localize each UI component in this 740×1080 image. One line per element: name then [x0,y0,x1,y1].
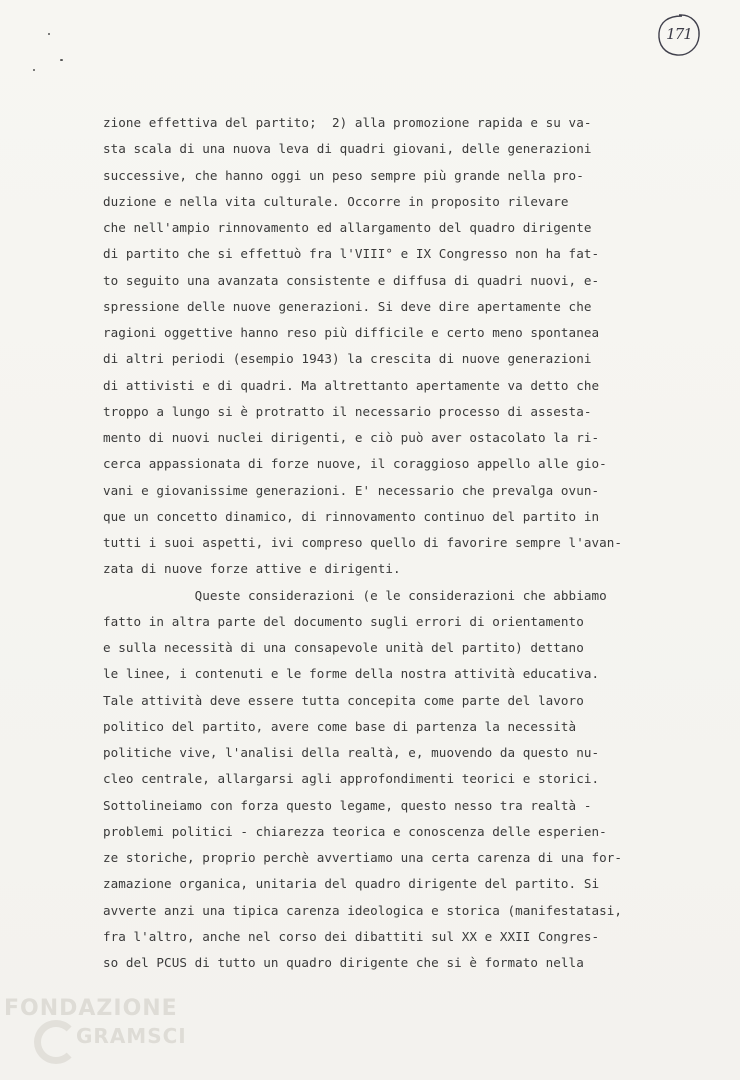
text-line: duzione e nella vita culturale. Occorre in proposito rilevare [103,193,569,209]
text-line: successive, che hanno oggi un peso sempre più grande nella pro- [103,167,584,183]
text-line: so del PCUS di tutto un quadro dirigente che si è formato nella [103,955,584,970]
handwritten-page-number [656,12,702,58]
text-line: zata di nuove forze attive e dirigenti. [103,561,401,577]
text-line: politiche vive, l'analisi della realtà, e, muovendo da questo nu- [103,745,600,760]
text-line: che nell'ampio rinnovamento ed allargamento del quadro dirigente [103,220,592,235]
text-line: di partito che si effettuò fra l'VIII° e IX Congresso non ha fat- [103,246,600,262]
text-line: cleo centrale, allargarsi agli approfondimenti teorici e storici. [103,771,600,787]
text-line: di altri periodi (esempio 1943) la crescita di nuove generazioni [103,351,592,367]
text-line: ragioni oggettive hanno reso più difficile e certo meno spontanea [103,325,600,340]
text-line: cerca appassionata di forze nuove, il coraggioso appello alle gio- [103,456,607,472]
text-line: to seguito una avanzata consistente e diffusa di quadri nuovi, e- [103,272,600,288]
text-line: Queste considerazioni (e le considerazioni che abbiamo [103,587,607,603]
ink-speck [33,69,35,71]
text-line: le linee, i contenuti e le forme della nostra attività educativa. [103,666,600,682]
text-line: ze storiche, proprio perchè avvertiamo una certa carenza di una for- [103,850,622,865]
page-number-text: 171 [666,25,692,43]
text-line: spressione delle nuove generazioni. Si deve dire apertamente che [103,298,592,314]
text-line: vani e giovanissime generazioni. E' necessario che prevalga ovun- [103,482,600,498]
archive-watermark [4,996,204,1076]
text-line: di attivisti e di quadri. Ma altrettanto apertamente va detto che [103,377,600,393]
text-line: politico del partito, avere come base di partenza la necessità [103,718,577,734]
text-line: tutti i suoi aspetti, ivi compreso quello di favorire sempre l'avan- [103,535,622,550]
text-line: mento di nuovi nuclei dirigenti, e ciò può aver ostacolato la ri- [103,430,600,445]
ink-speck [48,33,50,35]
text-line: Sottolineiamo con forza questo legame, questo nesso tra realtà - [103,797,592,813]
text-line: Tale attività deve essere tutta concepita come parte del lavoro [103,692,584,708]
text-line: avverte anzi una tipica carenza ideologica e storica (manifestatasi, [103,902,622,918]
text-line: problemi politici - chiarezza teorica e conoscenza delle esperien- [103,823,607,839]
watermark-line1: FONDAZIONE [4,996,178,1021]
text-line: troppo a lungo si è protratto il necessario processo di assesta- [103,403,592,419]
watermark-logo-icon [34,1020,78,1064]
text-line: e sulla necessità di una consapevole unità del partito) dettano [103,640,584,655]
text-line: zamazione organica, unitaria del quadro dirigente del partito. Si [103,876,600,892]
text-line: fatto in altra parte del documento sugli errori di orientamento [103,613,584,629]
text-line: sta scala di una nuova leva di quadri giovani, delle generazioni [103,141,592,157]
text-line: que un concetto dinamico, di rinnovamento continuo del partito in [103,508,600,524]
ink-speck [60,59,63,61]
text-line: zione effettiva del partito; 2) alla promozione rapida e su va- [103,115,592,130]
text-line: fra l'altro, anche nel corso dei dibattiti sul XX e XXII Congres- [103,928,600,944]
watermark-line2: GRAMSCI [76,1024,187,1048]
typewritten-text [103,110,723,976]
